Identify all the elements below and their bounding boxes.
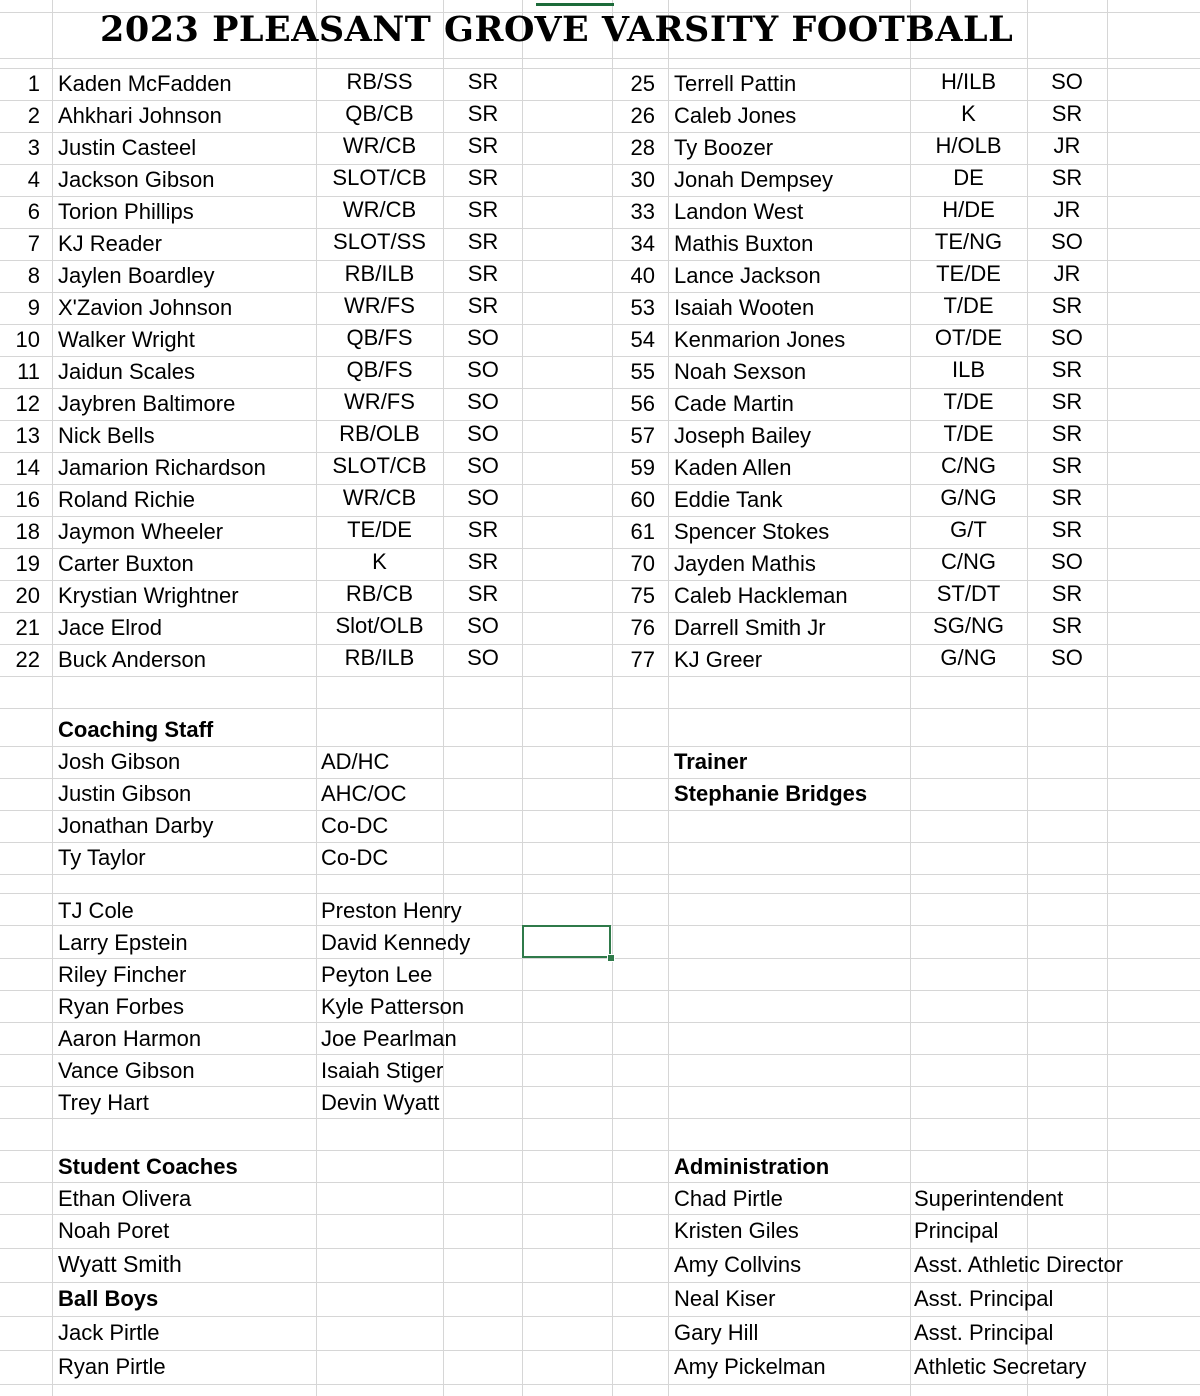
jersey-number: 8 <box>27 263 40 288</box>
player-name: Noah Sexson <box>674 359 807 384</box>
administrator-role: Asst. Principal <box>914 1320 1054 1345</box>
assistant-coach-name: Vance Gibson <box>58 1058 195 1083</box>
assistant-coach-name: Riley Fincher <box>58 962 187 987</box>
coach-role: AD/HC <box>321 749 390 774</box>
player-position: WR/FS <box>344 389 415 414</box>
player-year: SR <box>1051 101 1083 126</box>
assistant-coach-name: Preston Henry <box>321 898 462 923</box>
jersey-number: 10 <box>15 327 40 352</box>
trainer-name: Stephanie Bridges <box>674 781 868 806</box>
player-name: Caleb Jones <box>674 103 797 128</box>
student-coach-name: Wyatt Smith <box>58 1251 182 1277</box>
assistant-coach-name: Trey Hart <box>58 1090 149 1115</box>
player-position: RB/OLB <box>339 421 420 446</box>
player-name: Jayden Mathis <box>674 551 816 576</box>
assistant-coach-name: Joe Pearlman <box>321 1026 457 1051</box>
player-position: QB/CB <box>345 101 414 126</box>
jersey-number: 25 <box>630 71 655 96</box>
player-position: OT/DE <box>934 325 1003 350</box>
player-year: SO <box>1051 645 1083 670</box>
player-position: RB/CB <box>345 581 414 606</box>
section-heading-coaching-staff: Coaching Staff <box>58 717 214 742</box>
player-position: K <box>372 549 387 574</box>
player-name: Terrell Pattin <box>674 71 797 96</box>
jersey-number: 14 <box>15 455 40 480</box>
jersey-number: 19 <box>15 551 40 576</box>
coach-name: Jonathan Darby <box>58 813 214 838</box>
column-gridline <box>612 0 613 1396</box>
section-heading-student-coaches: Student Coaches <box>58 1154 238 1179</box>
player-position: H/ILB <box>940 69 997 94</box>
section-heading-ball-boys: Ball Boys <box>58 1286 159 1311</box>
player-name: Jamarion Richardson <box>58 455 266 480</box>
player-year: SR <box>467 261 499 286</box>
player-year: SO <box>467 357 499 382</box>
player-position: H/OLB <box>935 133 1002 158</box>
player-year: JR <box>1053 197 1081 222</box>
jersey-number: 12 <box>15 391 40 416</box>
player-year: SO <box>1051 325 1083 350</box>
player-position: T/DE <box>943 421 994 446</box>
player-position: T/DE <box>943 293 994 318</box>
player-name: Ahkhari Johnson <box>58 103 222 128</box>
player-year: SR <box>1051 165 1083 190</box>
player-year: SO <box>467 645 499 670</box>
coach-name: Josh Gibson <box>58 749 181 774</box>
player-name: Kaden Allen <box>674 455 792 480</box>
jersey-number: 70 <box>630 551 655 576</box>
jersey-number: 16 <box>15 487 40 512</box>
player-name: Kenmarion Jones <box>674 327 846 352</box>
player-name: Joseph Bailey <box>674 423 811 448</box>
player-position: K <box>961 101 976 126</box>
section-heading-administration: Administration <box>674 1154 830 1179</box>
player-name: Caleb Hackleman <box>674 583 848 608</box>
player-year: SR <box>1051 421 1083 446</box>
player-year: SR <box>1051 517 1083 542</box>
row-gridline <box>0 842 1200 843</box>
section-heading-trainer: Trainer <box>674 749 748 774</box>
player-name: Lance Jackson <box>674 263 821 288</box>
administrator-name: Chad Pirtle <box>674 1186 783 1211</box>
jersey-number: 13 <box>15 423 40 448</box>
player-year: JR <box>1053 133 1081 158</box>
player-name: Cade Martin <box>674 391 794 416</box>
player-year: SR <box>467 69 499 94</box>
player-year: SR <box>1051 357 1083 382</box>
row-gridline <box>0 58 1200 59</box>
player-year: SO <box>467 325 499 350</box>
ball-boy-name: Jack Pirtle <box>58 1320 160 1345</box>
player-position: RB/SS <box>346 69 413 94</box>
coach-name: Ty Taylor <box>58 845 146 870</box>
coach-role: Co-DC <box>321 845 389 870</box>
player-year: SR <box>467 293 499 318</box>
administrator-name: Kristen Giles <box>674 1218 799 1243</box>
player-name: Justin Casteel <box>58 135 197 160</box>
player-name: Darrell Smith Jr <box>674 615 826 640</box>
column-gridline <box>1107 0 1108 1396</box>
jersey-number: 30 <box>630 167 655 192</box>
player-name: Jaybren Baltimore <box>58 391 236 416</box>
fill-handle[interactable] <box>607 954 615 962</box>
player-position: QB/FS <box>346 357 413 382</box>
player-name: Ty Boozer <box>674 135 774 160</box>
player-position: G/NG <box>940 485 997 510</box>
player-year: SR <box>467 517 499 542</box>
player-name: Spencer Stokes <box>674 519 830 544</box>
jersey-number: 21 <box>15 615 40 640</box>
player-name: X'Zavion Johnson <box>58 295 233 320</box>
player-position: C/NG <box>941 549 996 574</box>
jersey-number: 11 <box>17 359 40 384</box>
player-position: SLOT/CB <box>332 165 427 190</box>
administrator-role: Athletic Secretary <box>914 1354 1087 1379</box>
player-position: TE/NG <box>934 229 1003 254</box>
player-year: SR <box>467 133 499 158</box>
administrator-role: Asst. Athletic Director <box>914 1252 1124 1277</box>
player-name: Landon West <box>674 199 804 224</box>
assistant-coach-name: Larry Epstein <box>58 930 188 955</box>
jersey-number: 33 <box>630 199 655 224</box>
player-position: WR/CB <box>342 197 417 222</box>
player-name: Kaden McFadden <box>58 71 232 96</box>
player-year: SR <box>467 549 499 574</box>
page-title: 2023 PLEASANT GROVE VARSITY FOOTBALL <box>100 9 1014 50</box>
assistant-coach-name: Kyle Patterson <box>321 994 465 1019</box>
player-position: T/DE <box>943 389 994 414</box>
jersey-number: 77 <box>630 647 655 672</box>
coach-role: AHC/OC <box>321 781 407 806</box>
row-gridline <box>0 874 1200 875</box>
student-coach-name: Ethan Olivera <box>58 1186 192 1211</box>
jersey-number: 54 <box>630 327 655 352</box>
row-gridline <box>0 708 1200 709</box>
player-year: SO <box>1051 69 1083 94</box>
player-position: TE/DE <box>347 517 412 542</box>
selected-cell[interactable] <box>522 925 611 958</box>
jersey-number: 3 <box>27 135 40 160</box>
row-gridline <box>0 893 1200 894</box>
player-position: C/NG <box>941 453 996 478</box>
player-position: WR/FS <box>344 293 415 318</box>
column-gridline <box>668 0 669 1396</box>
player-position: SLOT/SS <box>333 229 426 254</box>
player-name: Carter Buxton <box>58 551 194 576</box>
student-coach-name: Noah Poret <box>58 1218 170 1243</box>
player-name: KJ Greer <box>674 647 763 672</box>
assistant-coach-name: Peyton Lee <box>321 962 433 987</box>
player-position: G/NG <box>940 645 997 670</box>
player-year: SR <box>467 165 499 190</box>
ball-boy-name: Ryan Pirtle <box>58 1354 166 1379</box>
player-position: Slot/OLB <box>335 613 424 638</box>
administrator-name: Gary Hill <box>674 1320 759 1345</box>
player-year: SR <box>1051 389 1083 414</box>
player-name: Jonah Dempsey <box>674 167 833 192</box>
player-year: SR <box>467 229 499 254</box>
player-name: Mathis Buxton <box>674 231 814 256</box>
assistant-coach-name: Devin Wyatt <box>321 1090 440 1115</box>
player-year: JR <box>1053 261 1081 286</box>
jersey-number: 6 <box>27 199 40 224</box>
row-gridline <box>0 1384 1200 1385</box>
player-position: WR/CB <box>342 485 417 510</box>
jersey-number: 56 <box>630 391 655 416</box>
player-name: KJ Reader <box>58 231 162 256</box>
player-year: SR <box>1051 613 1083 638</box>
coach-name: Justin Gibson <box>58 781 192 806</box>
player-position: RB/ILB <box>344 261 415 286</box>
jersey-number: 7 <box>27 231 40 256</box>
player-year: SO <box>1051 229 1083 254</box>
player-name: Jaymon Wheeler <box>58 519 224 544</box>
jersey-number: 20 <box>15 583 40 608</box>
jersey-number: 9 <box>27 295 40 320</box>
player-position: RB/ILB <box>344 645 415 670</box>
jersey-number: 60 <box>630 487 655 512</box>
row-gridline <box>0 1118 1200 1119</box>
player-position: ILB <box>951 357 986 382</box>
player-year: SR <box>467 197 499 222</box>
player-year: SR <box>467 581 499 606</box>
player-name: Krystian Wrightner <box>58 583 239 608</box>
player-position: SG/NG <box>933 613 1004 638</box>
administrator-name: Amy Collvins <box>674 1252 802 1277</box>
player-position: QB/FS <box>346 325 413 350</box>
column-header-highlight <box>536 3 614 6</box>
player-position: TE/DE <box>936 261 1001 286</box>
player-year: SO <box>467 389 499 414</box>
player-name: Walker Wright <box>58 327 195 352</box>
jersey-number: 75 <box>630 583 655 608</box>
jersey-number: 53 <box>630 295 655 320</box>
player-year: SR <box>1051 581 1083 606</box>
assistant-coach-name: Ryan Forbes <box>58 994 184 1019</box>
row-gridline <box>0 676 1200 677</box>
assistant-coach-name: TJ Cole <box>58 898 134 923</box>
player-year: SR <box>467 101 499 126</box>
jersey-number: 34 <box>630 231 655 256</box>
player-name: Jaidun Scales <box>58 359 195 384</box>
administrator-role: Principal <box>914 1218 999 1243</box>
player-position: DE <box>953 165 984 190</box>
administrator-name: Amy Pickelman <box>674 1354 826 1379</box>
player-name: Torion Phillips <box>58 199 194 224</box>
jersey-number: 28 <box>630 135 655 160</box>
jersey-number: 2 <box>27 103 40 128</box>
player-name: Eddie Tank <box>674 487 783 512</box>
jersey-number: 76 <box>630 615 655 640</box>
player-position: WR/CB <box>342 133 417 158</box>
jersey-number: 59 <box>630 455 655 480</box>
player-position: SLOT/CB <box>332 453 427 478</box>
jersey-number: 1 <box>27 71 40 96</box>
player-name: Nick Bells <box>58 423 155 448</box>
player-year: SO <box>467 453 499 478</box>
player-position: ST/DT <box>936 581 1001 606</box>
jersey-number: 18 <box>15 519 40 544</box>
player-year: SR <box>1051 485 1083 510</box>
player-year: SO <box>467 613 499 638</box>
administrator-role: Asst. Principal <box>914 1286 1054 1311</box>
jersey-number: 55 <box>630 359 655 384</box>
jersey-number: 57 <box>630 423 655 448</box>
jersey-number: 61 <box>630 519 655 544</box>
jersey-number: 26 <box>630 103 655 128</box>
player-name: Buck Anderson <box>58 647 206 672</box>
player-name: Isaiah Wooten <box>674 295 815 320</box>
assistant-coach-name: David Kennedy <box>321 930 471 955</box>
player-name: Jackson Gibson <box>58 167 215 192</box>
player-name: Roland Richie <box>58 487 195 512</box>
coach-role: Co-DC <box>321 813 389 838</box>
assistant-coach-name: Isaiah Stiger <box>321 1058 444 1083</box>
player-position: H/DE <box>942 197 995 222</box>
player-year: SO <box>467 421 499 446</box>
administrator-name: Neal Kiser <box>674 1286 776 1311</box>
player-year: SR <box>1051 453 1083 478</box>
assistant-coach-name: Aaron Harmon <box>58 1026 202 1051</box>
player-position: G/T <box>950 517 987 542</box>
player-year: SO <box>1051 549 1083 574</box>
jersey-number: 40 <box>630 263 655 288</box>
player-name: Jace Elrod <box>58 615 162 640</box>
jersey-number: 22 <box>15 647 40 672</box>
column-gridline <box>52 0 53 1396</box>
administrator-role: Superintendent <box>914 1186 1064 1211</box>
player-year: SO <box>467 485 499 510</box>
player-name: Jaylen Boardley <box>58 263 215 288</box>
jersey-number: 4 <box>27 167 40 192</box>
player-year: SR <box>1051 293 1083 318</box>
